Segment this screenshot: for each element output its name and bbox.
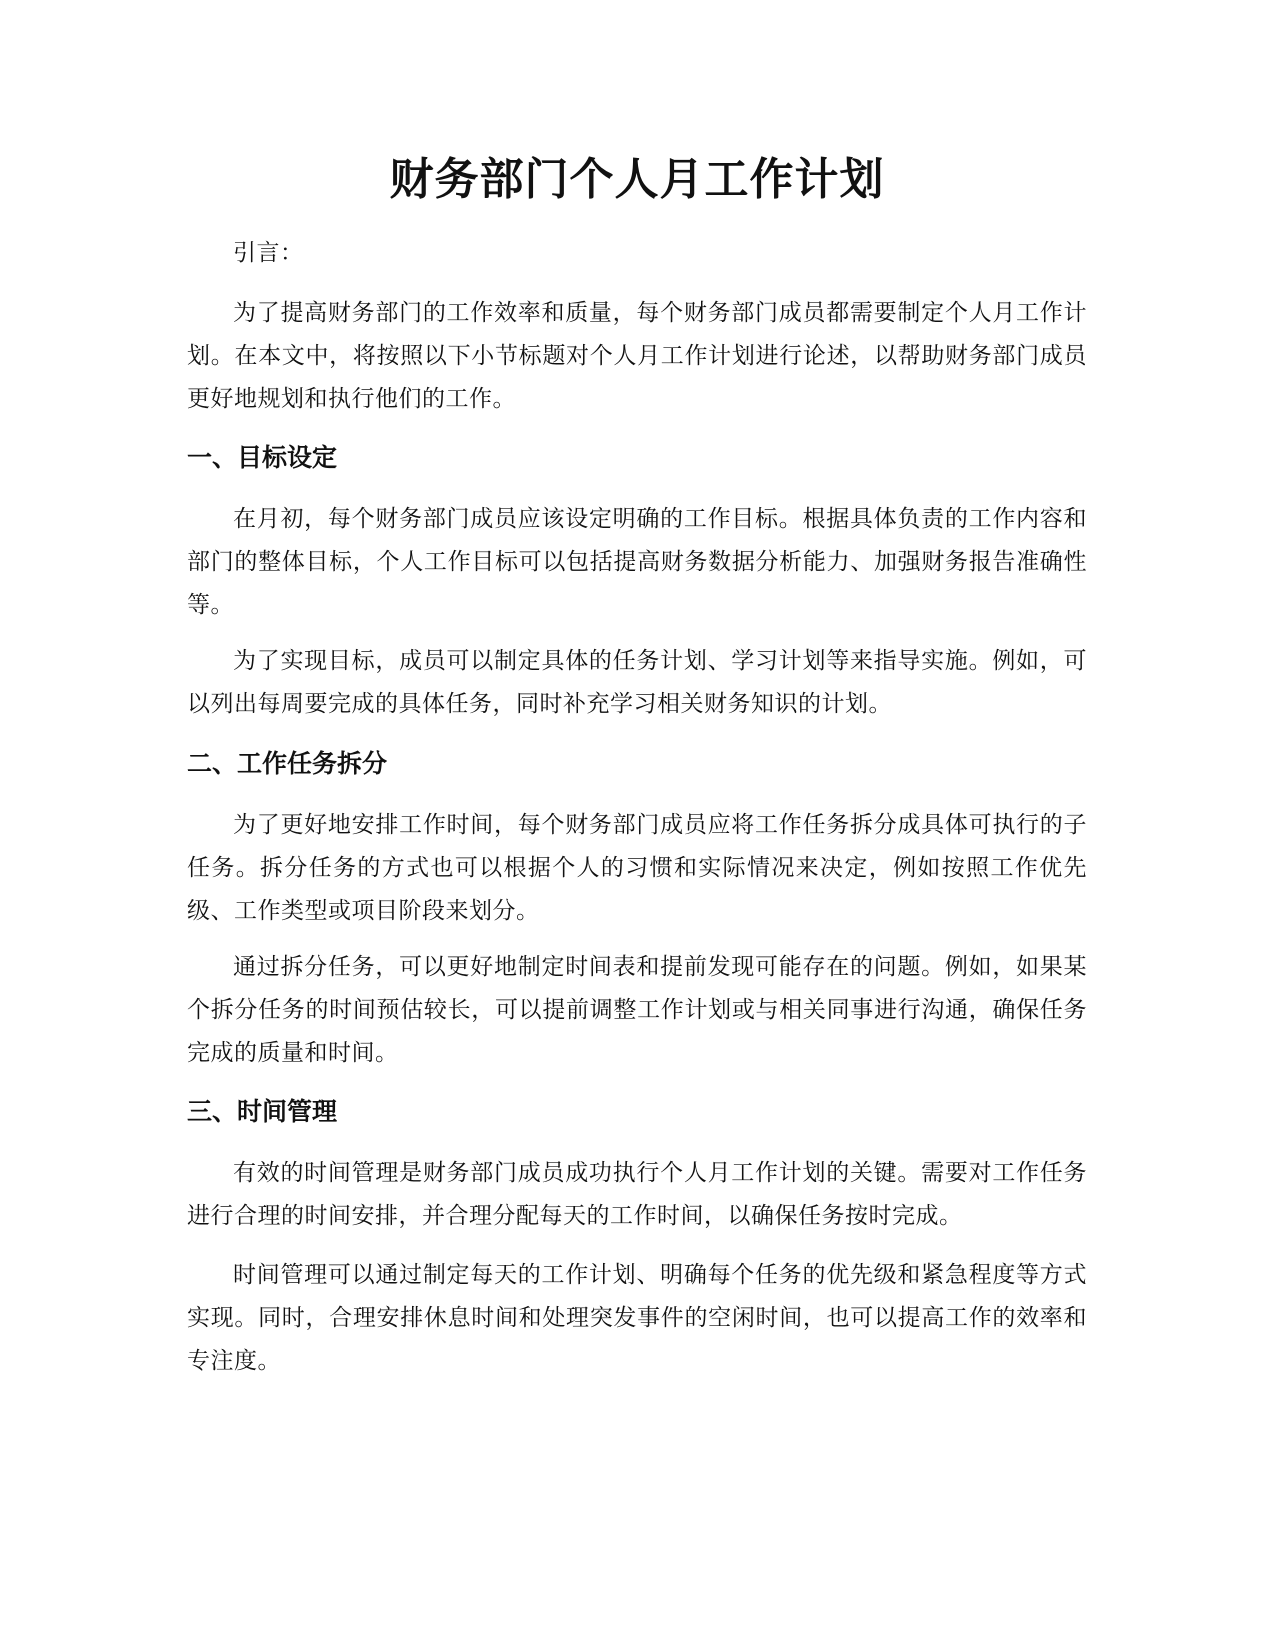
section-task-breakdown-paragraph-1: 为了更好地安排工作时间，每个财务部门成员应将工作任务拆分成具体可执行的子任务。拆分任务的方式也可以根据个人的习惯和实际情况来决定，例如按照工作优先级、工作类型或项目阶段来划分。 bbox=[187, 812, 1087, 924]
intro-label: 引言： bbox=[233, 240, 304, 266]
section-time-management-paragraph-2: 时间管理可以通过制定每天的工作计划、明确每个任务的优先级和紧急程度等方式实现。同时，合理安排休息时间和处理突发事件的空闲时间，也可以提高工作的效率和专注度。 bbox=[187, 1262, 1087, 1374]
section-goal-setting-paragraph-1: 在月初，每个财务部门成员应该设定明确的工作目标。根据具体负责的工作内容和部门的整体目标，个人工作目标可以包括提高财务数据分析能力、加强财务报告准确性等。 bbox=[187, 506, 1087, 618]
section-time-management-paragraph-1: 有效的时间管理是财务部门成员成功执行个人月工作计划的关键。需要对工作任务进行合理的时间安排，并合理分配每天的工作时间，以确保任务按时完成。 bbox=[187, 1160, 1087, 1229]
section-heading-task-breakdown: 二、工作任务拆分 bbox=[187, 749, 388, 778]
section-goal-setting-paragraph-2: 为了实现目标，成员可以制定具体的任务计划、学习计划等来指导实施。例如，可以列出每周要完成的具体任务，同时补充学习相关财务知识的计划。 bbox=[187, 648, 1087, 717]
intro-paragraph: 为了提高财务部门的工作效率和质量，每个财务部门成员都需要制定个人月工作计划。在本文中，将按照以下小节标题对个人月工作计划进行论述，以帮助财务部门成员更好地规划和执行他们的工作。 bbox=[187, 300, 1087, 412]
section-task-breakdown-paragraph-2: 通过拆分任务，可以更好地制定时间表和提前发现可能存在的问题。例如，如果某个拆分任务的时间预估较长，可以提前调整工作计划或与相关同事进行沟通，确保任务完成的质量和时间。 bbox=[187, 954, 1087, 1066]
section-heading-goal-setting: 一、目标设定 bbox=[187, 443, 338, 472]
document-title: 财务部门个人月工作计划 bbox=[389, 154, 885, 205]
section-heading-time-management: 三、时间管理 bbox=[187, 1097, 338, 1126]
